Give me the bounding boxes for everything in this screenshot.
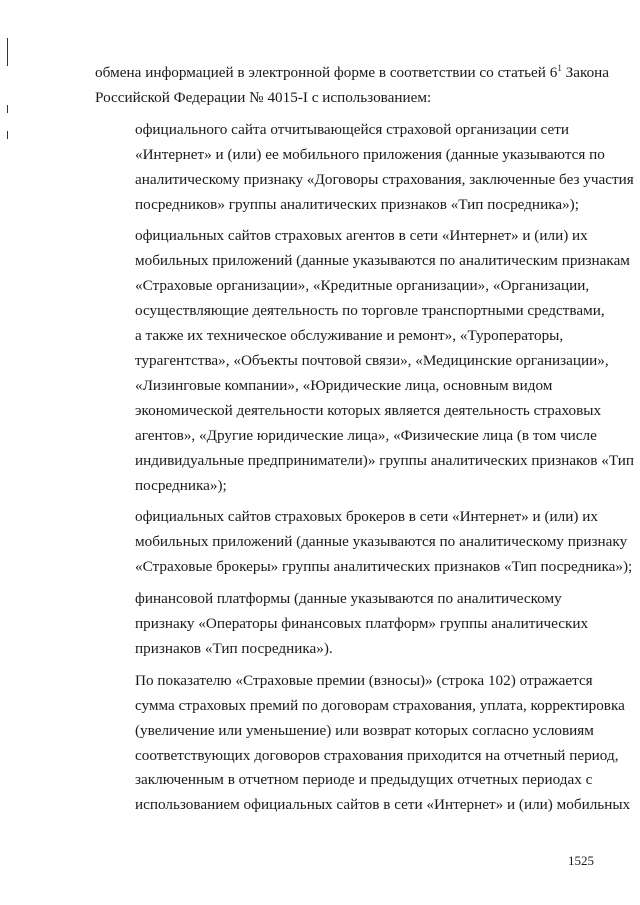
paragraph-brokers-sites xyxy=(95,505,633,580)
text-line: заключенным в отчетном периоде и предыдущих отчетных периодах с xyxy=(135,771,593,789)
scan-margin-mark xyxy=(7,38,8,66)
paragraph-agents-sites xyxy=(95,224,634,498)
text-line: экономической деятельности которых является деятельность страховых xyxy=(135,401,602,419)
text-line: Российской Федерации № 4015-I с использованием: xyxy=(95,88,432,106)
text-line: финансовой платформы (данные указываются по аналитическому xyxy=(135,590,562,608)
text-line: индивидуальные предприниматели)» группы аналитических признаков «Тип xyxy=(135,451,634,469)
text-line: (увеличение или уменьшение) или возврат которых согласно условиям xyxy=(135,721,594,739)
text-line: официальных сайтов страховых агентов в сети «Интернет» и (или) их xyxy=(135,227,588,245)
footnote-superscript: 1 xyxy=(557,63,562,73)
text-line: посредника»); xyxy=(135,476,227,494)
text-line: официального сайта отчитывающейся страховой организации сети xyxy=(135,120,569,138)
text-line: «Страховые брокеры» группы аналитических признаков «Тип посредника»); xyxy=(135,558,633,576)
text-line: обмена информацией в электронной форме в соответствии со статьей $6^1$ Закона xyxy=(95,63,610,81)
page-number: 1525 xyxy=(568,853,594,868)
text-line: «Лизинговые компании», «Юридические лица, основным видом xyxy=(135,376,553,394)
text-line: «Страховые организации», «Кредитные организации», «Организации, xyxy=(135,277,590,295)
text-line: сумма страховых премий по договорам страхования, уплата, корректировка xyxy=(135,696,625,714)
paragraph-official-site xyxy=(95,118,634,218)
text-line: осуществляющие деятельность по торговле транспортными средствами, xyxy=(135,302,605,320)
paragraph-financial-platform xyxy=(95,587,601,662)
document-body xyxy=(95,56,634,818)
text-line: «Интернет» и (или) ее мобильного приложения (данные указываются по xyxy=(135,145,605,163)
text-line: агентов», «Другие юридические лица», «Физические лица (в том числе xyxy=(135,426,597,444)
text-line: признаку «Операторы финансовых платформ» группы аналитических xyxy=(135,615,589,633)
text-line: посредников» группы аналитических признаков «Тип посредника»); xyxy=(135,195,579,213)
paragraph-insurance-premiums xyxy=(95,669,631,818)
text-line: мобильных приложений (данные указываются по аналитическим признакам xyxy=(135,252,630,270)
text-line: турагентства», «Объекты почтовой связи», «Медицинские организации», xyxy=(135,351,609,369)
scan-margin-mark xyxy=(7,105,8,113)
paragraph-intro xyxy=(95,56,610,111)
text-line: а также их техническое обслуживание и ремонт», «Туроператоры, xyxy=(135,327,564,345)
text-line: использованием официальных сайтов в сети «Интернет» и (или) мобильных xyxy=(135,796,631,814)
scan-margin-mark xyxy=(7,131,8,139)
text-line: По показателю «Страховые премии (взносы)» (строка 102) отражается xyxy=(135,671,593,689)
text-line: официальных сайтов страховых брокеров в сети «Интернет» и (или) их xyxy=(135,508,598,526)
text-line: аналитическому признаку «Договоры страхования, заключенные без участия xyxy=(135,170,634,188)
text-line: соответствующих договоров страхования приходится на отчетный период, xyxy=(135,746,619,764)
text-line: мобильных приложений (данные указываются по аналитическому признаку xyxy=(135,533,628,551)
text-line: признаков «Тип посредника»). xyxy=(135,639,333,657)
